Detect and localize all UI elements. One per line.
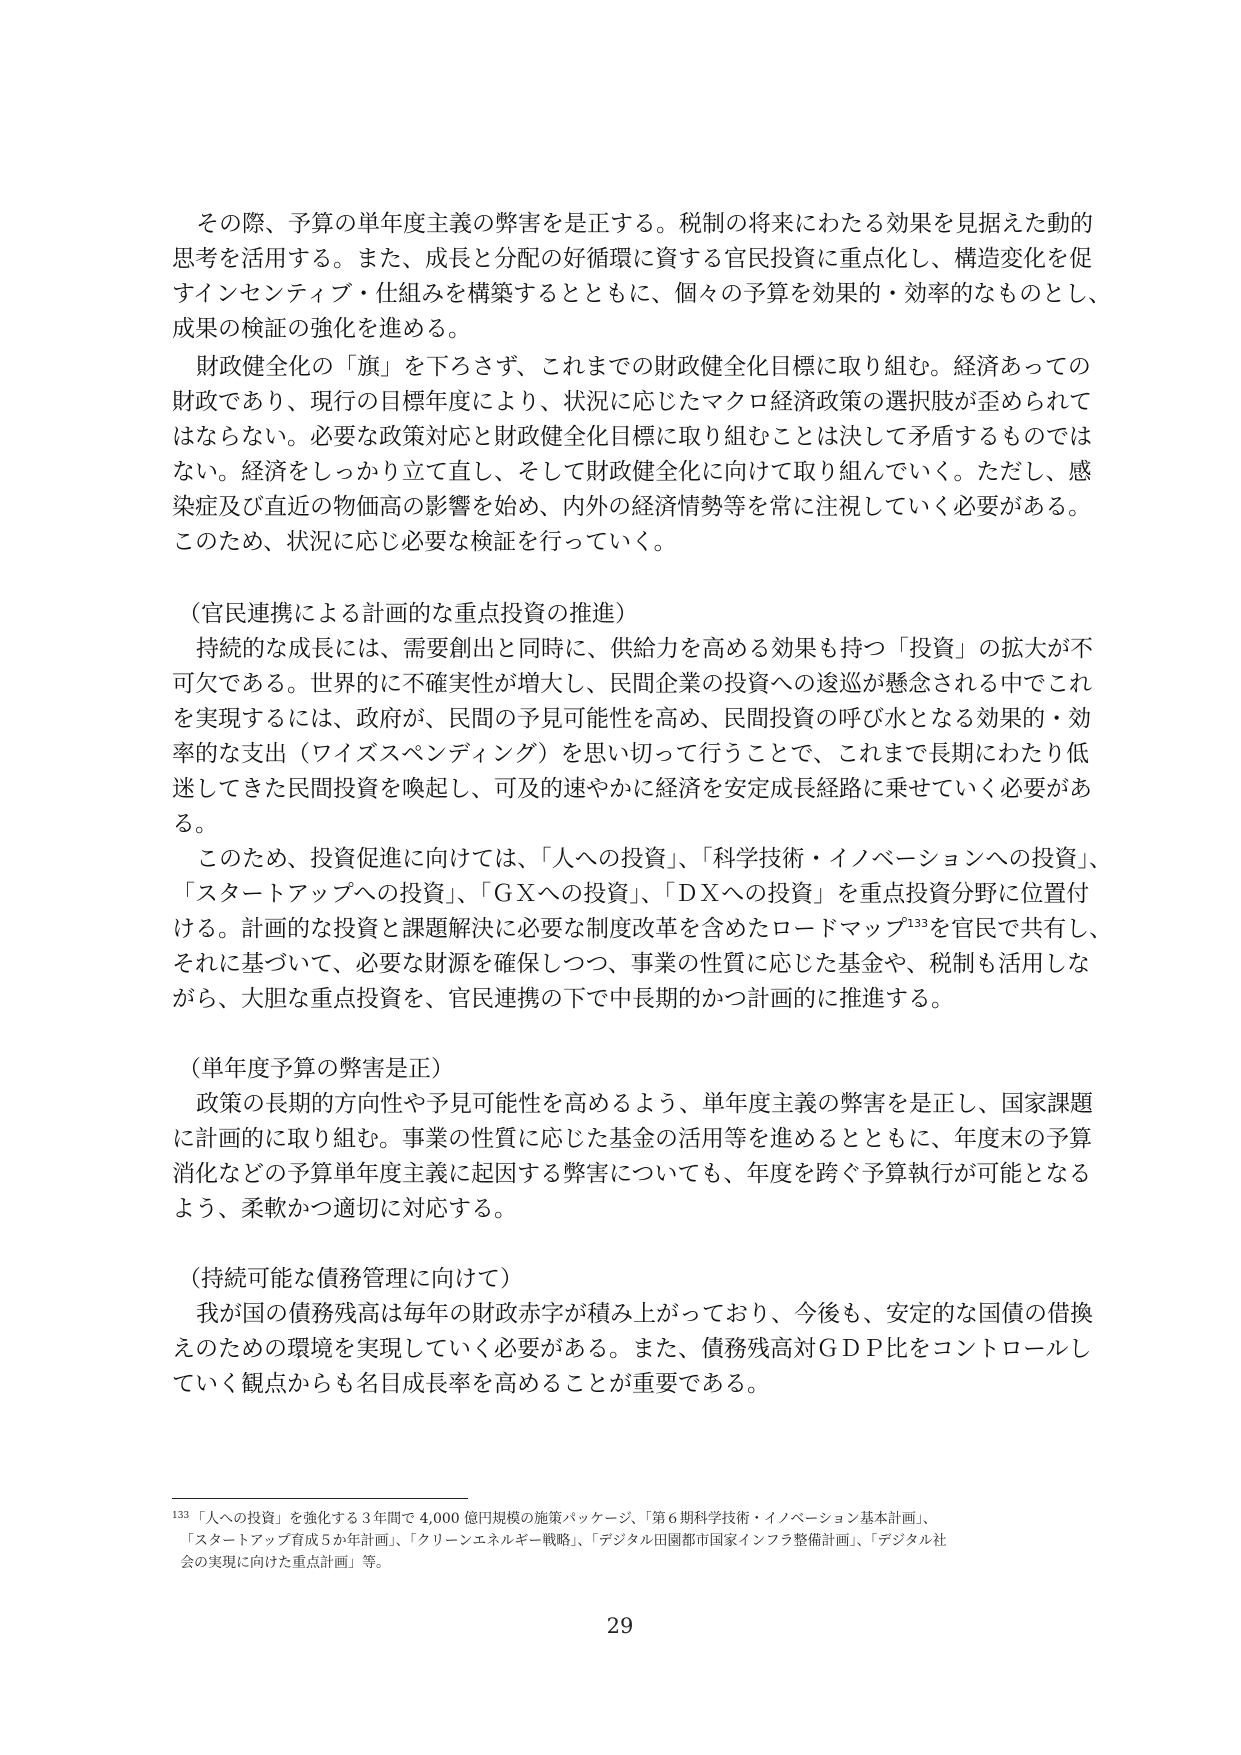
section-heading: （官民連携による計画的な重点投資の推進） (178, 601, 638, 627)
paragraph-line: 消化などの予算単年度主義に起因する弊害についても、年度を跨ぐ予算執行が可能となる (172, 1161, 1092, 1187)
paragraph-line: 可欠である。世界的に不確実性が増大し、民間企業の投資への逡巡が懸念される中でこれ (172, 671, 1092, 697)
paragraph-line: このため、投資促進に向けては、「人への投資」、「科学技術・イノベーションへの投資」、 (196, 846, 1112, 872)
paragraph-line: 率的な支出（ワイズスペンディング）を思い切って行うことで、これまで長期にわたり低 (172, 741, 1090, 767)
footnote-line (172, 1509, 1092, 1529)
paragraph-line: すインセンティブ・仕組みを構築するとともに、個々の予算を効果的・効率的なものとし、 (172, 281, 1112, 307)
paragraph-line: えのための環境を実現していく必要がある。また、債務残高対ＧＤＰ比をコントロールし (172, 1336, 1092, 1362)
paragraph-line: ない。経済をしっかり立て直し、そして財政健全化に向けて取り組んでいく。ただし、感 (172, 459, 1092, 485)
paragraph-line: 「スタートアップへの投資」、「ＧＸへの投資」、「ＤＸへの投資」を重点投資分野に位置付 (172, 881, 1090, 907)
paragraph-line: その際、予算の単年度主義の弊害を是正する。税制の将来にわたる効果を見据えた動的 (196, 211, 1093, 237)
paragraph-line: 思考を活用する。また、成長と分配の好循環に資する官民投資に重点化し、構造変化を促 (172, 246, 1092, 272)
paragraph-line: 我が国の債務残高は毎年の財政赤字が積み上がっており、今後も、安定的な国債の借換 (196, 1301, 1093, 1327)
paragraph-text: を官民で共有し、 (928, 916, 1113, 942)
paragraph-line (172, 914, 1113, 944)
paragraph-line: を実現するには、政府が、民間の予見可能性を高め、民間投資の呼び水となる効果的・効 (172, 706, 1092, 732)
paragraph-line: はならない。必要な政策対応と財政健全化目標に取り組むことは決して矛盾するものでは (172, 424, 1092, 450)
footnote-reference[interactable]: 133 (907, 917, 929, 930)
footnote-line: 会の実現に向けた重点計画」等。 (180, 1555, 390, 1571)
footnote-number: 133 (172, 1511, 190, 1521)
section-heading: （単年度予算の弊害是正） (178, 1056, 454, 1082)
paragraph-line: 成果の検証の強化を進める。 (172, 316, 471, 342)
paragraph-line: 持続的な成長には、需要創出と同時に、供給力を高める効果も持つ「投資」の拡大が不 (196, 636, 1093, 662)
paragraph-line: 財政健全化の「旗」を下ろさず、これまでの財政健全化目標に取り組む。経済あっての (196, 354, 1091, 380)
paragraph-text: ける。計画的な投資と課題解決に必要な制度改革を含めたロードマップ (172, 916, 908, 942)
paragraph-line: このため、状況に応じ必要な検証を行っていく。 (172, 529, 677, 555)
paragraph-line: よう、柔軟かつ適切に対応する。 (172, 1196, 517, 1222)
section-heading: （持続可能な債務管理に向けて） (178, 1266, 523, 1292)
paragraph-line: 迷してきた民間投資を喚起し、可及的速やかに経済を安定成長経路に乗せていく必要があ (172, 776, 1092, 802)
paragraph-line: 染症及び直近の物価高の影響を始め、内外の経済情勢等を常に注視していく必要がある。 (172, 494, 1092, 520)
footnote-text: 「人への投資」を強化する３年間で 4,000 億円規模の施策パッケージ、「第６期科学技術・イノベーション基本計画」、 (191, 1511, 937, 1527)
paragraph-line: 財政であり、現行の目標年度により、状況に応じたマクロ経済政策の選択肢が歪められて (172, 389, 1092, 415)
paragraph-line: る。 (172, 811, 218, 837)
paragraph-line: 政策の長期的方向性や予見可能性を高めるよう、単年度主義の弊害を是正し、国家課題 (196, 1091, 1093, 1117)
page-number: 29 (606, 1614, 634, 1638)
paragraph-line: ていく観点からも名目成長率を高めることが重要である。 (172, 1371, 770, 1397)
paragraph-line: それに基づいて、必要な財源を確保しつつ、事業の性質に応じた基金や、税制も活用しな (172, 951, 1091, 977)
paragraph-line: に計画的に取り組む。事業の性質に応じた基金の活用等を進めるとともに、年度末の予算 (172, 1126, 1092, 1152)
footnote-divider (172, 1498, 468, 1499)
footnote-line: 「スタートアップ育成５か年計画」、「クリーンエネルギー戦略」、「デジタル田園都市国家インフラ整備計画」、「デジタル社 (180, 1533, 947, 1549)
paragraph-line: がら、大胆な重点投資を、官民連携の下で中長期的かつ計画的に推進する。 (172, 986, 954, 1012)
